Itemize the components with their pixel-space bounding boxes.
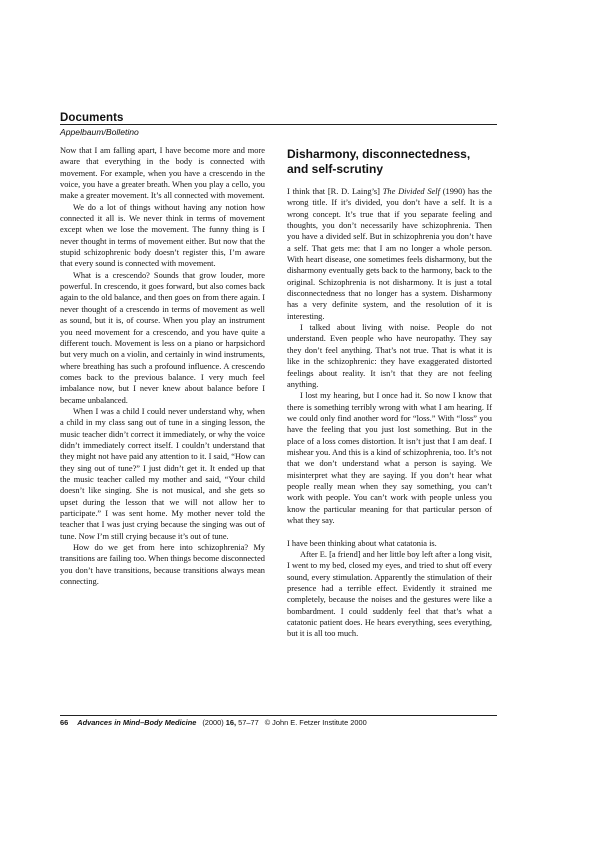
section-heading: Disharmony, disconnectedness, and self-scrutiny (287, 147, 471, 176)
paragraph-text: I think that [R. D. Laing’s] (287, 187, 383, 196)
paragraph: When I was a child I could never understand why, when a child in my class sang out of tune in a singing lesson, the music teacher didn’t correct it immediately, or why the voice didn’t immediately correct itself. I couldn’t understand that they might not have paid any attention to it. I said, “How can they sing out of tune?” I just didn’t get it. It ended up that the music teacher called my mother and said, “Your child doesn’t like singing. She is not musical, and she gets so upset during the lesson that we will not allow her to participate.” I was sent home. My mother never told the teacher that I was just crying because the singing was out of tune. Now I’m still crying because it’s out of tune. (60, 406, 265, 541)
page-number: 66 (60, 718, 69, 727)
left-column (60, 145, 265, 587)
paragraph: Now that I am falling apart, I have become more and more aware that everything in the body is connected with movement. For example, when you have a crescendo in the voice, you have a greater breath. When you play a cello, you make a greater movement. It’s all connected with movement. (60, 146, 265, 201)
running-authors: Appelbaum/Bolletino (60, 127, 139, 137)
section-label: Documents (60, 112, 124, 124)
paragraph-text: (1990) has the wrong title. If it’s divided, you don’t have a self. It is a wrong concept. It’s true that if you separate feeling and thoughts, you don’t necessarily have schizophrenia. Then you have a divided self. But in schizophrenia you don’t have a self. That gets me: that I am no longer a whole person. With heart disease, one sometimes feels disharmony, but the disharmony eventually gets back to the harmony, back to the original. Schizophrenia is not disharmony. It is just a total disconnectedness that no longer has a system. Disharmony has a very definite system, and the resolution of it is interesting. (287, 187, 492, 321)
journal-volume: 16, (225, 718, 237, 727)
paragraph: I talked about living with noise. People do not understand. Even people who have neuropathy. They say they don’t feel anything. That’s not true. That is what it is like in the schizophrenic: they have exaggerated distorted feelings about reality. It isn’t that they are not feeling anything. (287, 323, 492, 389)
journal-year: (2000) (202, 718, 224, 727)
paragraph: We do a lot of things without having any notion how connected it all is. We never think in terms of movement except when we lose the movement. The funny thing is I never thought in terms of movement either. But now that the stupid schizophrenic body doesn’t register this, I’m aware that every sound is connected with movement. (60, 202, 265, 269)
header-rule (60, 124, 497, 125)
paragraph: What is a crescendo? Sounds that grow louder, more powerful. In crescendo, it goes forward, but also comes back again to the old balance, and then goes on from there again. I never thought of a crescendo in terms of movement as well as sound, but it is, of course. When you play an instrument you need movement for a crescendo, and you have quite a different touch. Movement is less on a piano or harpsichord but very much on a violin, and certainly in wind instruments, where breathing has such a profound influence. A crescendo comes back to the previous balance. I very much feel imbalance now, but I never knew about balance before I became unbalanced. (60, 270, 265, 405)
paragraph: I have been thinking about what catatonia is. (287, 538, 437, 548)
book-title: The Divided Self (382, 187, 440, 196)
footer-rule (60, 715, 497, 716)
paragraph: I lost my hearing, but I once had it. So now I know that there is something terribly wrong with what I am hearing. If we could only find another word for “loss.” With “loss” you have the feeling that you just lost something. But in the place of a loss comes distortion. It isn’t just that I am deaf. I mishear you. And this is a kind of schizophrenia, too. It’s not that we don’t understand what a person is saying. We misinterpret what they are saying. If you don’t hear what people really mean when they say something, you can’t work with people. You can’t work with people unless you know the particular meaning for that particular person of what they say. (287, 391, 492, 525)
paragraph: How do we get from here into schizophrenia? My transitions are failing too. When things become disconnected you don’t have transitions, because transitions always mean connecting. (60, 543, 265, 587)
right-column (287, 145, 492, 640)
copyright-notice: © John E. Fetzer Institute 2000 (264, 718, 367, 727)
journal-name: Advances in Mind–Body Medicine (77, 718, 197, 727)
page-footer (60, 718, 367, 727)
journal-pages: 57–77 (238, 718, 259, 727)
paragraph: After E. [a friend] and her little boy left after a long visit, I went to my bed, closed my eyes, and tried to shut off every sound, every stimulation. Apparently the stimulation of their presence had a terrible effect. Evidently it strained me completely, because the noises and the gestures were like a bombardment. I could suddenly feel that that’s what a catatonic patient does. He hears everything, sees everything, but it is all too much. (287, 550, 492, 639)
paragraph (287, 186, 492, 322)
